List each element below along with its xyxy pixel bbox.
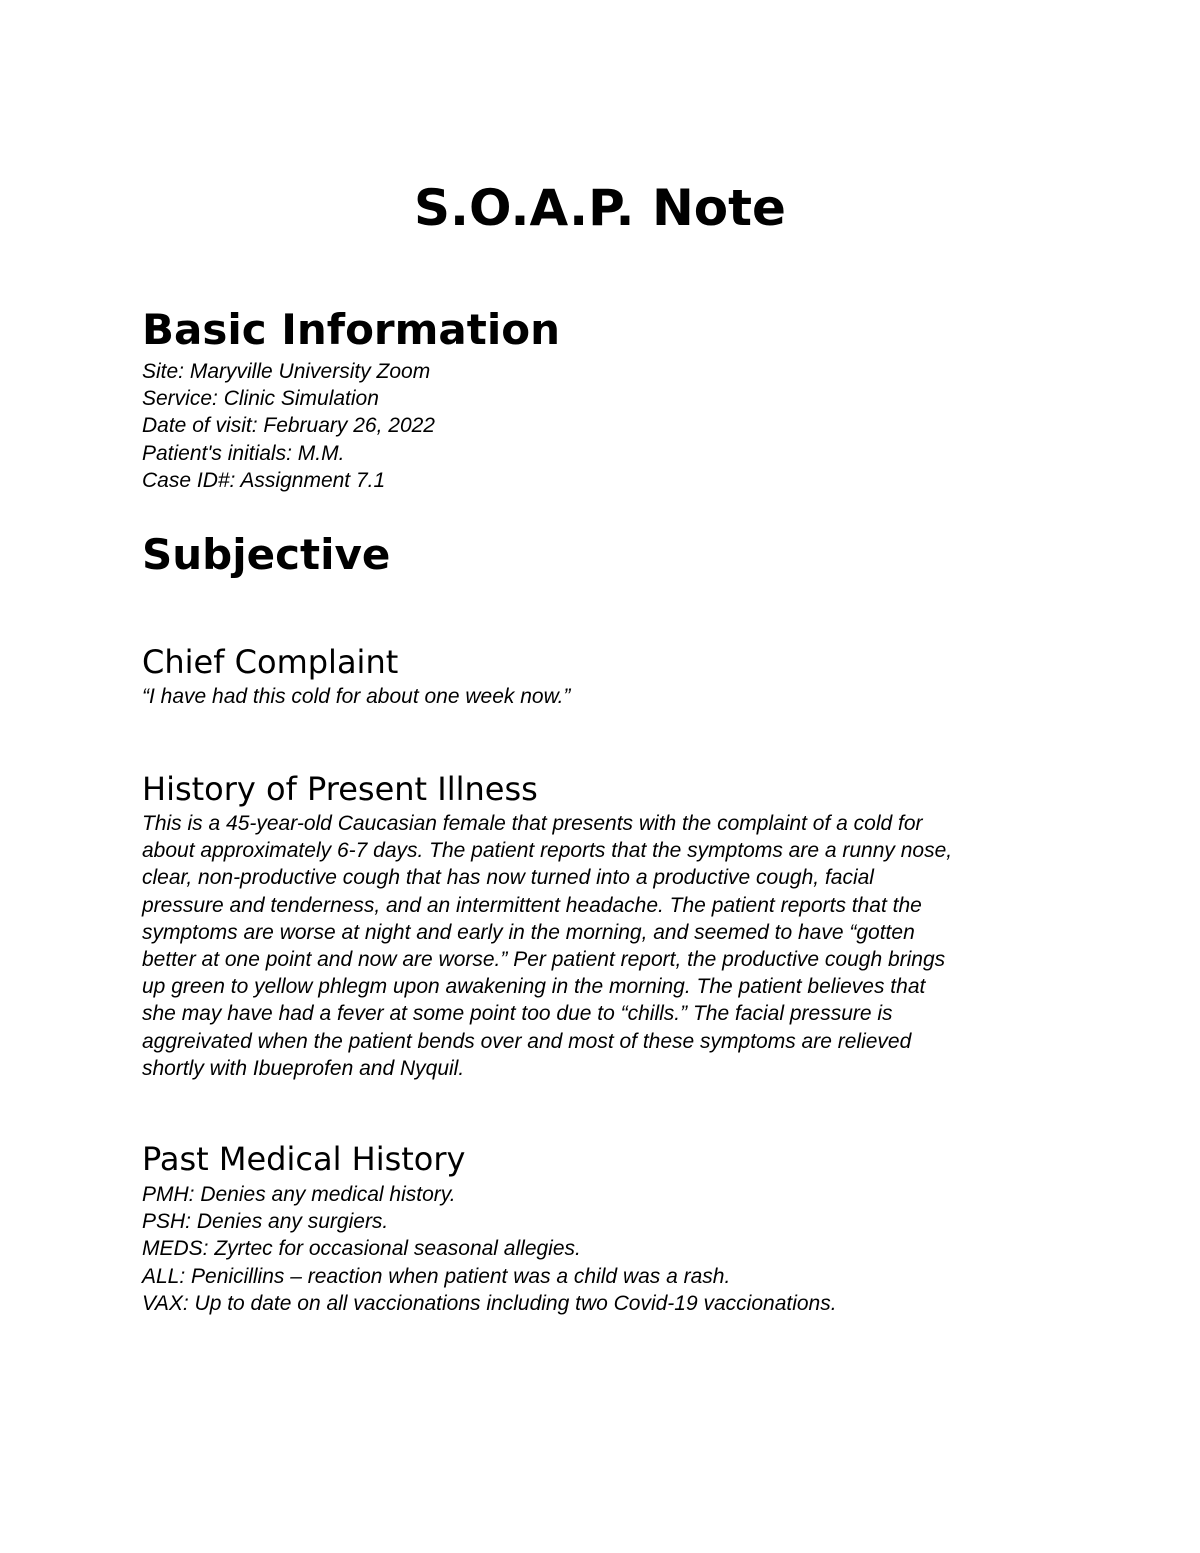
hpi-line: about approximately 6-7 days. The patient reports that the symptoms are a runny nose, (142, 839, 953, 863)
basic-information-details (142, 358, 1062, 494)
hpi-line: shortly with Ibueprofen and Nyquil. (142, 1056, 465, 1080)
vaccinations-line: VAX: Up to date on all vaccionations including two Covid-19 vaccionations. (142, 1291, 837, 1315)
hpi-line: up green to yellow phlegm upon awakening in the morning. The patient believes that (142, 975, 926, 999)
chief-complaint-heading: Chief Complaint (142, 643, 399, 681)
meds-line: MEDS: Zyrtec for occasional seasonal allegies. (142, 1237, 581, 1261)
hpi-line: better at one point and now are worse.” Per patient report, the productive cough brings (142, 948, 946, 972)
pmh-line: PMH: Denies any medical history. (142, 1183, 456, 1206)
hpi-line: pressure and tenderness, and an intermittent headache. The patient reports that the (142, 893, 922, 917)
hpi-heading: History of Present Illness (142, 770, 538, 808)
hpi-line: symptoms are worse at night and early in the morning, and seemed to have “gotten (142, 920, 915, 944)
past-medical-history-heading: Past Medical History (142, 1140, 466, 1178)
subjective-heading: Subjective (142, 530, 391, 579)
hpi-line: clear, non-productive cough that has now turned into a productive cough, facial (142, 866, 874, 890)
site-line: Site: Maryville University Zoom (142, 360, 431, 383)
case-id-line: Case ID#: Assignment 7.1 (142, 468, 386, 492)
chief-complaint-quote: “I have had this cold for about one week now.” (142, 685, 571, 708)
patient-initials-line: Patient's initials: M.M. (142, 441, 345, 465)
visit-date-line: Date of visit: February 26, 2022 (142, 414, 435, 438)
document-title: S.O.A.P. Note (414, 179, 786, 237)
hpi-line: she may have had a fever at some point too due to “chills.” The facial pressure is (142, 1002, 893, 1026)
chief-complaint-text (142, 683, 1062, 710)
hpi-line: aggreivated when the patient bends over and most of these symptoms are relieved (142, 1029, 912, 1053)
past-medical-history-details (142, 1181, 1062, 1317)
psh-line: PSH: Denies any surgiers. (142, 1210, 389, 1234)
hpi-line: This is a 45-year-old Caucasian female that presents with the complaint of a cold for (142, 812, 923, 835)
service-line: Service: Clinic Simulation (142, 387, 379, 411)
allergies-line: ALL: Penicillins – reaction when patient was a child was a rash. (142, 1264, 731, 1288)
basic-information-heading: Basic Information (142, 305, 560, 354)
hpi-paragraph (142, 810, 1062, 1082)
